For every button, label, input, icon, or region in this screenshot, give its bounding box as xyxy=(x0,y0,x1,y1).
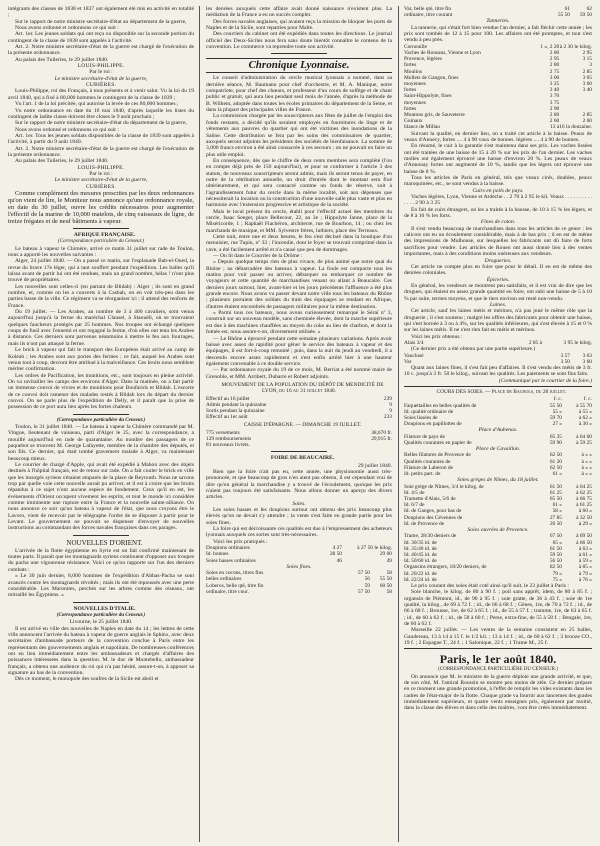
row-value: à 55 70 xyxy=(576,402,592,409)
row-label: Moulins xyxy=(404,68,422,75)
fine-silk-table xyxy=(206,570,392,595)
row-value: 59 xyxy=(364,582,370,589)
row-label: Cornouille xyxy=(404,43,428,50)
signature: LOUIS-PHILIPPE. xyxy=(77,63,125,70)
row-value: 3 60 xyxy=(582,358,592,365)
row-value: 9 xyxy=(389,401,392,408)
row-value: 1 », 2 20 xyxy=(540,43,560,50)
row-value: 65 50 xyxy=(549,495,562,502)
paragraph: La tannerie, qui s'était fort bien vendue l'an dernier, a fait fléchir cette année ; les prix sont tombés de 12 à 15 pour 100. Les affaires ont été promptes, et tout s'est vendu à peu près. xyxy=(404,24,592,44)
paragraph: — Le Rhône a éprouvé pendant cette semaine plusieurs variations. Après avoir baissé avec assez de rapidité pour gêner le service des bateaux à vapeur et des équipages, il est fort-à-coup remonté ; puis, dans la nuit du jeudi au vendredi, il a descendu encore assez rapidement et s'est enfin arrêté hier à une hauteur également convenable à ce double service. xyxy=(206,335,392,367)
paragraph: Les ordres de Pacification, les munitions, etc., sont toujours en pleine activité. On va ravitailler les camps des environs d'Alger. Dans la matinée, on a fait partir un immense convoi de vivres et de munitions pour Boufarick et Blidah. L'escorte de ce convoi doit ramener des malades restés à Blidah lors du départ du dernier convoi. On ne parle plus de l'expédition de Delly, et il paraît que la prise de possession de ce port aura lieu après les fortes chaleurs. xyxy=(8,372,194,411)
row-label: Admis pendant la quinzaine xyxy=(206,401,267,408)
row-label: belles ordinaires xyxy=(206,576,242,583)
row-value: 2 85 xyxy=(582,68,592,75)
paragraph: Cet article ne compte plus en foire que pour le détail. Il en est de même des denrées coloniales. xyxy=(404,263,592,277)
row-value: 61 » xyxy=(552,471,562,478)
wool-table-2 xyxy=(404,353,592,365)
row-value: 29,915 fr. xyxy=(371,435,392,442)
paragraph: Tous les articles de Paris en général, tels que veaux cirés, doubles, peaux maroquinées, etc., se sont vendus à la baisse. xyxy=(404,175,592,188)
row-label: Qualités courantes de xyxy=(404,458,451,465)
row-label: Id. de Provence de xyxy=(404,520,445,527)
paragraph: Il est arrivé en ville des nouvelles de Naples en date du 14 ; les lettres de cette ville annoncent l'arrivée du bateau à vapeur de guerre anglais le Sphinx, avec deux secrétaires d'ambassade porteurs de la convention conclue à Paris entre les représentants des gouvernements anglais et napolitain. De nombreuses conférences ont eu lieu immédiatement entre les ambassadeurs et chargés d'affaires des puissances intéressées dans la question. M. le duc de Montebello, ambassadeur français, a obtenu une audience du roi qui n'a pas hésité, assure-t-on, à apposer sa signature au bas de la convention. xyxy=(8,625,194,676)
row-value: 38,670 fr. xyxy=(371,429,392,436)
row-label: Tramette d'Alais, 5/6 de xyxy=(404,495,456,502)
row-value xyxy=(342,442,392,448)
row-value: 2 95 xyxy=(549,56,560,63)
paragraph: Au palais des Tuileries, le 29 juillet 1840. xyxy=(15,56,109,63)
row-value: 62 50 xyxy=(549,452,562,459)
row-value: 62 xyxy=(586,6,592,12)
row-label: Trame, 28/30 deniers de xyxy=(404,533,457,540)
row-value: 3 57 xyxy=(560,352,570,359)
section-title: AFRIQUE FRANÇAISE. xyxy=(73,231,136,238)
row-label: Doupions ordinaires xyxy=(206,545,250,552)
row-value: 56 50 xyxy=(549,558,562,565)
row-value: à 66 50 xyxy=(576,539,592,546)
paragraph: Cette nuit, entre une et deux heures, le feu s'est déclaré dans la boutique d'un menuisier, rue Tupin, nº 33 ; l'incendie, dont le foyer se trouvait comprimé dans la cave, a été facilement arrêté et n'a causé que peu de dommages. xyxy=(206,234,392,253)
place-title: Place d'Aubenas. xyxy=(478,427,518,434)
row-value: 57 50 xyxy=(357,570,370,577)
section-title: NOUVELLES D'ORIENT. xyxy=(66,538,143,547)
paragraph: Art. 2. Notre ministre secrétaire-d'état de la guerre est chargé de l'exécution de la présente ordonnance. xyxy=(8,145,194,158)
row-value: à 2 30 le kilog. xyxy=(559,43,592,50)
minister-name: CUBIÈRES. xyxy=(85,82,117,89)
table-caption: COURS DES SOIES. — Place de Bagnols, du 28 juillet. xyxy=(436,388,567,395)
row-label: Doupions des Cévennes de xyxy=(404,514,463,521)
subsection-title: Fines de coton. xyxy=(480,219,516,226)
row-value: à 30 » xyxy=(578,421,592,428)
row-value: 61 xyxy=(564,6,570,12)
row-value: à 76 » xyxy=(578,576,592,583)
row-value: 27 » xyxy=(552,421,562,428)
row-label: Saint-Hippolyte, fines xyxy=(404,93,452,100)
row-value: 59 50 xyxy=(549,551,562,558)
row-label: ordinaire, titre cour. xyxy=(206,588,249,595)
row-value: à 61 » xyxy=(578,551,592,558)
minister-name: CUBIÈRES. xyxy=(85,183,117,190)
divider xyxy=(404,386,592,387)
row-value: 3 95 le kilog. xyxy=(563,339,592,346)
row-value: 3 70 xyxy=(549,93,560,100)
paragraph: Voici les prix pratiqués : xyxy=(213,538,268,545)
place-title: Soies grèges de Nîmes, du 18 juillet. xyxy=(457,477,539,484)
row-value: à 32 50 xyxy=(576,514,592,521)
row-value: 239 xyxy=(383,395,392,402)
paragraph: Les nouvelles sont celles-ci (en partant de Blidah) : Alger ; ils sont en grand nombre, et, comme on les a couverts à la Casbah, on en voit très-peu dans les parties basse de la ville. Ce régiment va se réorganiser ici ; il attend des renforts de France. xyxy=(8,283,194,309)
paragraph: Sur le rapport de notre ministre secrétaire-d'état au département de la guerre, xyxy=(15,18,187,25)
divider xyxy=(73,414,129,415)
table-row xyxy=(206,414,392,420)
row-value: à 59 25 xyxy=(576,439,592,446)
paragraph: En fait de cuirs étrangers, on les a traités à la hausse, de 10 à 15 % les légers, et de 8 à 10 % les forts. xyxy=(404,206,592,220)
row-label: Loberos, belle qté, titre fin xyxy=(206,582,264,589)
row-value: à 55 » xyxy=(578,408,592,415)
row-value: 75 » xyxy=(552,576,562,583)
row-label: Id. 20/22 id. de xyxy=(404,570,437,577)
row-value: 2 60 xyxy=(549,118,560,125)
paragraph: Suivant la qualité, en dernier lieu, on a traité cet article à la baisse. Peaux de veaux d'Annecy, fortes .... 4 à 90 vaux de bonnes. légères .... 4 à 90 de bonnes. xyxy=(404,130,592,143)
paragraph: Soie blanche, le kilog. de 80 à 90 f. ; poil sans apprêt, idem, de 80 à 85 f. ; organsin de Piémont, id., de 90 à 95 f. ; soie gratte, de 36 à 43 f. ; soie de 1re qualité, la kilog., de 69 à 72 f. ; id., de 66 à 68 f. ; Gênes, 1re, de 70 à 72 f. ; id., de 66 à 68 f. ; Brousse, 1re, de 62 à 65 f. ; id., de 55 à 57 f. ; tramme, 1re, de 63 à 65 f. ; id., de 60 à 62 f. ; id., de 58 à 60 f. ; Perse, extra-fine, de 55 à 58 f. ; Bengale, 1re, de 60 à 62 f. xyxy=(404,589,592,628)
row-label: Id. 4/5 de xyxy=(404,489,425,496)
row-label: Alais 3/4 xyxy=(404,339,424,346)
row-value: à 64 60 xyxy=(576,433,592,440)
row-label: 775 versements xyxy=(206,429,240,436)
row-value: 61 50 xyxy=(549,545,562,552)
row-value: 2 80 xyxy=(549,62,560,69)
paragraph: On annonce que M. le ministre de la guerre déploie une grande activité, et que, de son côté, M. l'amiral Roussin se montre peu moins de zèle. Ce dernier prépare en ce moment une grande promotion, à l'effet de remplir les vides existants dans les cadres de l'état-major de la flotte. Chaque grade va fournir aux lancemes des grades immédiatement supérieurs, et quatre vents enseignes pris, également par moitié, dans la classe des élèves et dans celle des maîtres, vont être créés immédiatement. xyxy=(404,673,592,712)
row-label: Id. petits part. de xyxy=(404,471,441,478)
row-value: à 29 » xyxy=(578,520,592,527)
row-value: 2 75 xyxy=(549,68,560,75)
row-value: 3 05 xyxy=(582,74,592,81)
column-right xyxy=(404,6,592,842)
row-value: à » » xyxy=(581,464,592,471)
divider xyxy=(73,535,129,536)
row-value: 28 50 xyxy=(329,551,342,558)
row-value: 59 50 xyxy=(579,12,592,19)
row-label: Vauclusé xyxy=(404,352,424,359)
paragraph: intégrants des classes de 1838 et 1837 ont également été mis en activité en totalité ; xyxy=(8,6,194,19)
table-row xyxy=(206,589,392,595)
paragraph: — On lit dans le Courrier de la Drôme : xyxy=(213,253,303,260)
header-cell: f. c. xyxy=(583,396,592,403)
row-label: Qualités courantes en papier de xyxy=(404,439,472,446)
paragraph: La foire qui est décroissante ces qualités est due à l'empressement des acheteurs lyonnais auxquels ces sortes sont très-nécessaires. xyxy=(206,526,392,539)
paragraph: Le courrier de chargé d'Apple, qui avait été expédié à Mahon avec des objets destinés à l'hôpital français, est de retour sur rade. On a fait couler le brick en ville que les insurgés syriens s'étaient emparés de la place de Beyrouth. Nous ne savons trop par quelle voie cette nouvelle aurait pu arriver, et il est à croire que les bruits répandus à ce sujet n'ont aucune espèce de fondement. Ceux qu'il en est, les événements d'Orient occupent vivement les esprits, et tout le monde ici considère comme imminente une rupture entre la France et la nouvelle sainte-alliance. On nous annonce ce soir qu'un bateau à vapeur de l'état, que nous croyons être le Lavoro, vient de recevoir par le télégraphe l'ordre de se disposer à partir pour le Levant. Le gouvernement ne pouvait se dispenser d'envoyer de nouvelles instructions au commandant des forces navales françaises dans ces parages. xyxy=(8,462,194,532)
row-value: 3 xyxy=(589,62,592,69)
row-value: à 63 » xyxy=(578,545,592,552)
column-rule xyxy=(398,6,399,842)
place-title: Soies ouvrées de Provence. xyxy=(467,526,529,533)
section-subtitle: (Correspondance particulière du Censeur.) xyxy=(56,417,146,423)
row-value: à 60 » xyxy=(578,508,592,515)
paragraph: Le bateau à vapeur le Chimère, arrivé ce matin 31 juillet sur rade de Toulon, nous a apporté les nouvelles suivantes : xyxy=(8,245,194,258)
row-value: 3 00 xyxy=(549,74,560,81)
row-value: 65 35 xyxy=(549,433,562,440)
minister-title: Le ministre secrétaire-d'état de la guerre, xyxy=(54,177,148,184)
section-subtitle: (Correspondance particulière du Censeur.) xyxy=(56,612,146,618)
row-value: 3 15 xyxy=(582,56,592,63)
dateline: 29 juillet 1840. xyxy=(357,462,392,469)
row-label: 81 nouveaux livrets. xyxy=(206,442,250,449)
paragraph: Nous avons ordonné et ordonnons ce qui suit : xyxy=(15,126,119,133)
row-label: 129 remboursements xyxy=(206,435,252,442)
paragraph: L'arrivée de la flotte égyptienne en Syrie est un fait confirmé maintenant de toutes parts. Il paraît que les montagnards syriens continuent d'opposer aux troupes du pacha une vigoureuse résistance. Voici ce qu'on rapporte sur l'un des derniers combats : xyxy=(8,547,194,573)
row-value: 3 40 xyxy=(549,87,560,94)
paragraph: Louis-Philippe, roi des Français, à tous présents et à venir salut. Vu la loi du 19 avril 1840, qui a fixé à 80,000 hommes le contingent de la classe de 1839 ; xyxy=(8,88,194,101)
paragraph: Cet article, sauf les laines métis et mérinos, n'a pas joué le même rôle que la droguerie ; il s'est soutenu ; malgré les offres des fabricants pour obtenir une baisse, qui s'est bornée à 3 ou à 4%, sur les qualités inférieures, qui s'est élevée à 15 et 0 % sur les laines métis. Il ne s'est rien fait en métis et mérinos. xyxy=(404,308,592,334)
attribution: (Communiqué par le courtier de la foire.) xyxy=(498,377,592,384)
paragraph: Alger, 24 juillet 1840. — On a passé ce matin, sur l'esplanade Bab-el-Oued, la revue du brave 17e léger, qui a tant souffert pendant l'expédition. Les balles qu'il laissa avant de partir lui ont été rendues, mais un grand nombre, hélas ! n'ont plus trouvé de propriétaires. xyxy=(8,258,194,284)
row-label: Moutons gris, de Sauveterre xyxy=(404,112,465,119)
table-row xyxy=(206,442,392,448)
row-label: Filature de pays de xyxy=(404,433,445,440)
row-value: 65 » xyxy=(552,539,562,546)
paragraph: Art. 2. Notre ministre secrétaire-d'état de la guerre est chargé de l'exécution de la présente ordonnance. xyxy=(8,44,194,57)
row-label: Belles filatures de Provence de xyxy=(404,452,471,459)
row-label: Id. 35/40 id. de xyxy=(404,545,437,552)
row-value: 3 75 xyxy=(549,99,560,106)
paragraph: « Le 30 juin dernier, 8,000 hommes de l'expédition d'Abbas-Pacha se sont avancés contre les montagnards révoltés ; mais ils ont été repoussés avec une perte considérable. Les Maronites, perchés sur les arbres comme des oiseaux, ont mitraillé les Égyptiens. » xyxy=(8,573,194,599)
paragraph: les denrées auxquels cette affaire avait donné naissance n'existent plus. La médiation de la France a eu un succès complet. xyxy=(206,6,392,19)
column-rule xyxy=(199,6,200,842)
row-value: 55 » xyxy=(552,408,562,415)
row-label: Id. bonnes xyxy=(206,551,229,558)
section-heading: Chronique Lyonnaise. xyxy=(206,58,392,73)
row-value: à 64 25 xyxy=(576,483,592,490)
row-label: Guinaux xyxy=(404,118,423,125)
row-label: Provence, légères xyxy=(404,56,443,63)
row-value: à 85 » xyxy=(578,564,592,571)
paragraph: Marseille 22 juillet. — Les ventes de la semaine consistent en 25 balles, Gaudereau, 13 à 14 à 15 f. le 1/2 kil. ; 13 à 14 f. ; id., de 60 à 62 f. ; 3 bronze CO., 19 f. ; 2 Espagne T., 24 f. ; 1 Salonique, 22 f. ; 1 Trame M., 25 f. xyxy=(404,627,592,647)
dateline: Livourne, le 25 juillet 1840. xyxy=(69,619,133,626)
row-label: Sortis pendant la quinzaine xyxy=(206,408,265,414)
signature-note: Par le roi : xyxy=(89,69,113,76)
row-label: Soie grège de Nîmes, 3/4 le kilog. de xyxy=(404,483,484,490)
signature: LOUIS-PHILIPPE. xyxy=(77,164,125,171)
paragraph: La commission chargée par les souscripteurs aux fêtes de juillet de l'emploi des fonds restants, a décidé qu'ils seraient employés en fournitures de linge et de vêtements aux pauvres du quartier qui ont été victimes des inondations de la Saône. Cette distribution se fera par les soins des commissaires de quartier, auxquels seront adjoints les présidents des sociétés de bienfaisance. La somme de 3,000 francs environ a été ainsi consacrée à ces secours ; on ne pouvait en faire un plus utile emploi. xyxy=(206,113,392,158)
paragraph: Des courriers du cabinet ont été expédiés dans toutes les directions. Le journal officiel des Deux-Siciles nous fera sans doute bientôt connaître le contenu de la convention. Le commerce va reprendre toute son activité. xyxy=(206,31,392,51)
row-label: Effectif au 1er août xyxy=(206,414,248,421)
row-value: à 62 25 xyxy=(576,489,592,496)
divider xyxy=(73,602,129,603)
row-label: Vaches de Ronsans, Vienne et Lyon xyxy=(404,49,481,56)
row-value: 58 » xyxy=(552,508,562,515)
paragraph: « Depuis quelque temps rien de plus vivace, de plus animé que notre quai du Rhône ; au débarcadère des bateaux à vapeur. La foule est compacte tous les matins pour voir passer ou arriver, débarquer ou embarquer ce nombre de voyageurs et cette quantité de marchandises venant ou allant à Beaucaire. Ces derniers jours surtout, hier, avant-hier et les jours précédents l'affluence a été plus grande encore. Nous avons vu passer devant notre ville tous les bateaux du Rhône ; plusieurs portaient des soldats du train des équipages se rendant en Afrique, d'autres étaient encombrés de passagers militaires pour la même destination. xyxy=(206,259,392,310)
paragraph: Dès ce moment, le monopole des soufres de la Sicile est aboli et xyxy=(15,676,159,683)
paragraph: Au palais des Tuileries, le 29 juillet 1840. xyxy=(15,158,109,165)
row-label: fortes xyxy=(404,62,417,69)
row-value: 26 50 xyxy=(549,520,562,527)
row-label: Soies en cocons, titres fins xyxy=(206,570,264,577)
row-label: Filature de Laberon de xyxy=(404,464,453,471)
row-value: 2 60 xyxy=(582,118,592,125)
row-value: à 27 50 le kilog. xyxy=(357,545,392,552)
section-title: NOUVELLES D'ITALIE. xyxy=(73,605,136,612)
paragraph: Il s'est vendu beaucoup de marchandises dans tous les articles de ce genre : les calicots ont eu un écoulement considérable, mais à de bas prix ; il en est de même des impressions de Mulhouse, sur lesquelles les fabricants ont dû faire de forts sacrifices pour vendre. Les articles de Rouen ont aussi donné lieu à des ventes importantes, mais à des conditions moins onéreuses aux vendeurs. xyxy=(404,225,592,258)
row-value: 2 80 xyxy=(549,49,560,56)
section-subtitle: (Correspondance particulière du Censeur.) xyxy=(57,239,144,245)
row-value: 13 à xyxy=(550,124,560,131)
row-label: Id. 6/7 de xyxy=(404,502,425,509)
row-label: Faquettailles en belles qualités de xyxy=(404,402,477,409)
row-value: à 79 » xyxy=(578,570,592,577)
cavaillon-table xyxy=(404,452,592,477)
row-value: 55 50 xyxy=(557,12,570,19)
row-value: à 62 » xyxy=(578,414,592,421)
divider xyxy=(271,451,327,452)
row-value: à 69 50 xyxy=(576,533,592,540)
row-value: 233 xyxy=(383,414,392,421)
row-value: 59 90 xyxy=(549,439,562,446)
column-middle xyxy=(206,6,392,842)
paragraph: Vu notre ordonnance en date du 16 mai 1840, d'après laquelle les listes du contingent de ladite classe doivent être closes le 9 août prochain ; xyxy=(8,107,194,120)
row-value: 62 50 xyxy=(549,464,562,471)
paragraph: Bien que la foire n'ait pas eu, cette année, une physionomie aussi très-prononcée, et que beaucoup de gros n'en aient pas obtenu, il est cependant vrai de dire qu'on général la marchandise y a trouvé de l'écoulement, quoique les prix n'aient pas toujours été satisfaisants. Nous allons donner un aperçu des divers articles. xyxy=(206,469,392,501)
row-label: Mollets de Gangon, fines xyxy=(404,74,459,81)
paragraph: Comme complément des mesures prescrites par les deux ordonnances qu'on vient de lire, le Moniteur nous annonce qu'une ordonnance royale, en date du 30 juillet, ouvre les crédits nécessaires pour augmenter l'effectif de la marine de 10,000 matelots, de cinq vaisseaux de ligne, de treize frégates et de neuf bâtiments à vapeur. xyxy=(8,189,194,225)
place-title: Place de Cavaillon. xyxy=(475,446,521,453)
row-value: 67 50 xyxy=(549,533,562,540)
row-value: 3 25 xyxy=(549,81,560,87)
paragraph: Le brick à vapeur qui fait le transport des Européens était arrivé au camp de Koléah ; les Arabes sont aux portes des fermes ; ce fait, auquel les Arabes sont venus tout à coup, devront être attribué à la malveillance. Ces bruits nous semblent mériter confirmation. xyxy=(8,347,194,373)
row-value: 55 50 xyxy=(549,402,562,409)
row-label: Effectif au 16 juillet xyxy=(206,395,250,402)
paragraph: (Ce dernier prix a été obtenu par une partie supérieure.) xyxy=(411,346,536,353)
paragraph: Le conseil d'administration du cercle musical lyonnais a nommé, dans sa dernière séance, M. Baumann pour chef d'orchestre, et M. A. Manique, notre compatriote, pour chef des chœurs, et professeur d'un cours de solfège et de chant public et gratuit, qui aura lieu pendant seul mois de l'année, d'après la méthode de B. Wilhem, adoptée dans toutes les écoles primaires du département de la Seine, et dans la plupart des principales villes de France. xyxy=(206,75,392,114)
row-label: fortes xyxy=(404,105,417,112)
paragraph: Les soies basses et les doupions surtout ont obtenu des prix beaucoup plus élevés qu'on ne devait s'y attendre ; la vente s'est faite en grande partie pour les soies fines. xyxy=(206,507,392,526)
paragraph: Vaches légères, Lyon, Vienne et Ardèche . . 2 70 à 2 95 le kil. Veaux . . . . . . . . . . . . . . 2 90 à 3 25 xyxy=(404,194,592,207)
subsection-title: Tanneries. xyxy=(486,18,510,25)
paragraph: Voici les prix obtenus : xyxy=(411,333,463,340)
row-label: Var xyxy=(404,358,412,365)
subsection-title: Soies fines. xyxy=(286,563,312,570)
row-value: 16 la douzaine. xyxy=(559,124,592,131)
row-value: 29 00 xyxy=(379,551,392,558)
paragraph: Le prix courant des soies était coté ainsi qu'il suit, le 23 juillet à Paris : xyxy=(411,582,569,589)
paragraph: En résumé, le cuir à la garantie s'est maintenu dans ses prix. Les vaches lissées ont été traitées de une baisse de 15 à 20 % sur les prix de l'an dernier. Les vaches molles ont également éprouvé une baisse d'environ 20 %. Les peaux de veaux d'Annonay fortes ont augmenté de 10 %, tandis que les légers ont éprouvé une baisse de 8 %. xyxy=(404,143,592,175)
row-value: à » » xyxy=(581,471,592,478)
row-value: 2 80 xyxy=(549,112,560,119)
row-value: 58 xyxy=(386,588,392,595)
paragraph: » Parmi tous ces bateaux, nous avons curieusement remarqué le Séraï nº 3, construit sur un nouveau modèle, sans cheminée élevée, dont la marche supérieure est due à des machines chauffées au moyen du coke au lieu de charbon, et dont la fumée est, nous assure-t-on, diversement utilisée. » xyxy=(206,310,392,336)
row-label: Var, belle qté, titre fin xyxy=(404,6,452,12)
row-value: à » » xyxy=(581,458,592,465)
row-value: à 66 75 xyxy=(576,495,592,502)
row-value: à » » xyxy=(581,452,592,459)
row-value: 59 70 xyxy=(549,414,562,421)
subsection-title: Soies. xyxy=(292,500,306,507)
row-label: blancs de Millau xyxy=(404,124,440,131)
aubenas-table xyxy=(404,434,592,446)
row-value: 2 85 à xyxy=(528,339,542,346)
paragraph: Art. 1er. Tous les jeunes soldats disponibles de la classe de 1839 sont appelés à l'activité, à partir du 9 août 1840. xyxy=(8,132,194,146)
paragraph: Nous avons ordonné et ordonnons ce qui suit : xyxy=(15,25,119,32)
column-left xyxy=(8,6,194,842)
paragraph: Quant aux laines fines, il s'est fait peu d'affaires. Il s'est vendu des métis de 3 fr. 10 c. jusqu'à 3 fr. 50 le kilog., suivant les qualités. Les paiements se sont fins faits. xyxy=(404,364,592,378)
row-value: 3 60 xyxy=(582,81,592,87)
row-value: 9 xyxy=(389,408,392,414)
paragraph: Toulon, le 31 juillet 1840. — Le bateau à vapeur la Chimère commandé par M. Vingue, lieutenant de vaisseau, parti d'Alger le 25, avec la correspondance, a mouillé aujourd'hui en rade de quarantaine. Au nombre des passagers de ce paquebot se trouvent M. George Lafayette, membre de la chambre des députés, et son fils. Ce dernier, qui était tombé gravement malade à Alger, va maintenant beaucoup mieux. xyxy=(8,423,194,462)
paragraph: Des forces navales anglaises, qui avaient reçu la mission de bloquer les ports de Naples et de la Sicile, sont reparties pour Malte. xyxy=(206,18,392,32)
row-value: à 61 25 xyxy=(576,502,592,509)
row-value: 3 40 xyxy=(582,87,592,94)
paragraph: — Par ordonnance royale du 19 de ce mois, M. Berriat a été nommé maire de Grenoble, et MM. Arribert, Dubarre et Robert adjoints. xyxy=(206,367,392,380)
table-caption: MOUVEMENT DE LA POPULATION DU DÉPÔT DE MENDICITÉ DE LYON, du 16 au 31 juillet 1840. xyxy=(221,381,384,395)
paragraph: En conséquence, dès que le chiffre de deux cents membres sera complété (l'on en compte déjà près de 150 aujourd'hui), et pour se conformer à l'article 3 des statuts, de nouveaux souscripteurs seront admis, mais ils seront tenus de payer, en outre de la rétribution annuelle, un droit d'entrée dont le montant sera fixé ultérieurement, et qui sera consacré comme un fonds de réserve, soit à l'agrandissement futur du cercle dans la même localité, soit aux dépenses que nécessiterait la location ou la construction d'une nouvelle salle plus vaste et plus en harmonie avec l'extension progressive et artistique de la société. xyxy=(206,157,392,209)
soies-table xyxy=(206,545,392,564)
paragraph: Du 19 juillet. — Les Arabes, au nombre de 3 à 400 cavaliers, sont venus aujourd'hui jusqu'à la ferme du maréchal Clausel, à Staouéli, où se trouvaient quelques faucheurs protégés par 25 hommes. Nos troupes ont échangé quelques coups de fusil avec l'ennemi et ont regagné la ferme, d'où elles ont tenu les Arabes à distance. Ces derniers sont parvenus néanmoins à mettre le feu aux fourrages, mais ils n'ont pas attaqué la ferme. xyxy=(8,309,194,347)
row-label: moyennes xyxy=(404,81,426,87)
row-label: Id. 22/24 id. de xyxy=(404,576,437,583)
silk-prices-table xyxy=(404,396,592,427)
row-value: 58 xyxy=(386,570,392,577)
row-label: Doupions en papillottes de xyxy=(404,421,462,428)
row-value: 2 90 xyxy=(549,105,560,112)
row-value: 61 20 xyxy=(549,458,562,465)
paragraph: Art. 1er. Les jeunes soldats qui ont reçu ou disponible sur la seconde portion du contingent de la classe de 1838 sont appelés à l'activité. xyxy=(8,31,194,44)
row-label: Id. qualité ordinaire de xyxy=(404,408,454,415)
row-value: 27 85 xyxy=(549,514,562,521)
paragraph: Mais le local présent du cercle, établi pour l'effectif actuel des membres du cercle, Isaac Seeger, place Bellecour, 22, au 3e ; Hippolyte Janne, place de la Miséricorde, 1 ; Raphaël Flachéron, architecte, rue de Bourbon, 14 ; ou chez les marchands de musique, et MM. Sylvestre frères, luthiers, place des Terreaux. xyxy=(206,208,392,234)
row-value: 2 95 xyxy=(582,49,592,56)
row-label: Id. 40/45 id. de xyxy=(404,551,437,558)
row-label: Id. 50/60 id. de xyxy=(404,558,437,565)
tannery-table xyxy=(404,44,592,131)
silk-table-cont xyxy=(404,6,592,18)
subsection-title: Drogueries. xyxy=(484,257,512,264)
nimes-table xyxy=(404,484,592,527)
minister-title: Le ministre secrétaire-d'état de la guerre, xyxy=(54,75,148,82)
population-table xyxy=(206,396,392,421)
row-value: 4 27 xyxy=(332,545,342,552)
row-label: Id. de Ganges, pour bas de xyxy=(404,508,462,515)
paragraph: En général, les vendeurs se montrent peu satisfaits, et il est vrai de dire que les drogues, qui étaient en assez grande quantité en foire, ont subi une baisse de 5 à 10 % par suite, termes moyens, et que le tiers environ est resté non-vendu. xyxy=(404,282,592,302)
row-value: à 59 » xyxy=(578,558,592,565)
savings-table xyxy=(206,430,392,449)
row-value: 61 50 xyxy=(549,483,562,490)
row-value: 60 50 xyxy=(379,582,392,589)
row-value: 79 » xyxy=(552,570,562,577)
divider xyxy=(73,228,129,229)
row-value: 3 50 xyxy=(560,358,570,365)
row-label: ordinaire, titre courant xyxy=(404,12,453,19)
row-label: fortes xyxy=(404,87,417,94)
row-label: Soies lissées de xyxy=(404,414,438,421)
table-caption: CAISSE D'ÉPARGNE. — DIMANCHE 19 JUILLET. xyxy=(243,422,362,429)
signature-note: Par le roi : xyxy=(89,170,113,177)
row-value: 61 25 xyxy=(549,489,562,496)
subsection-title: Laines. xyxy=(489,301,507,308)
paragraph: Vu l'art. 1 de la loi précitée, qui autorise la levée de ces 80,000 hommes ; xyxy=(15,101,179,108)
section-subtitle: (CORRESPONDANCE PARTICULIÈRE DU CENSEUR.) xyxy=(438,667,558,673)
row-label: moyennes xyxy=(404,99,426,106)
ouvrees-table xyxy=(404,533,592,583)
subsection-title: Cuirs en poils de pays. xyxy=(472,187,524,194)
row-value: 2 85 xyxy=(582,112,592,119)
row-value: 57 50 xyxy=(357,588,370,595)
row-label: Id. 30/35 id. de xyxy=(404,539,437,546)
section-title: FOIRE DE BEAUCAIRE. xyxy=(270,455,335,462)
row-value: 61 » xyxy=(552,502,562,509)
header-cell: f. c. xyxy=(553,396,562,403)
divider xyxy=(271,53,327,54)
row-value: 46 xyxy=(336,557,342,564)
divider xyxy=(404,648,592,649)
row-value: 3 63 xyxy=(582,352,592,359)
row-label: Soies basses ordinaires xyxy=(206,557,256,564)
row-label: Organsins étrangers, 18/20 deniers, de xyxy=(404,564,487,571)
paragraph: Sur le rapport de notre ministre secrétaire-d'état du département de la guerre, xyxy=(15,120,187,127)
row-value: 82 50 xyxy=(549,564,562,571)
section-heading: Paris, le 1er août 1840. xyxy=(439,652,557,667)
row-value: 55 50 xyxy=(379,576,392,583)
row-value: 49 xyxy=(386,557,392,564)
subsection-title: Épiceries. xyxy=(486,276,510,283)
row-value: 56 xyxy=(364,576,370,583)
